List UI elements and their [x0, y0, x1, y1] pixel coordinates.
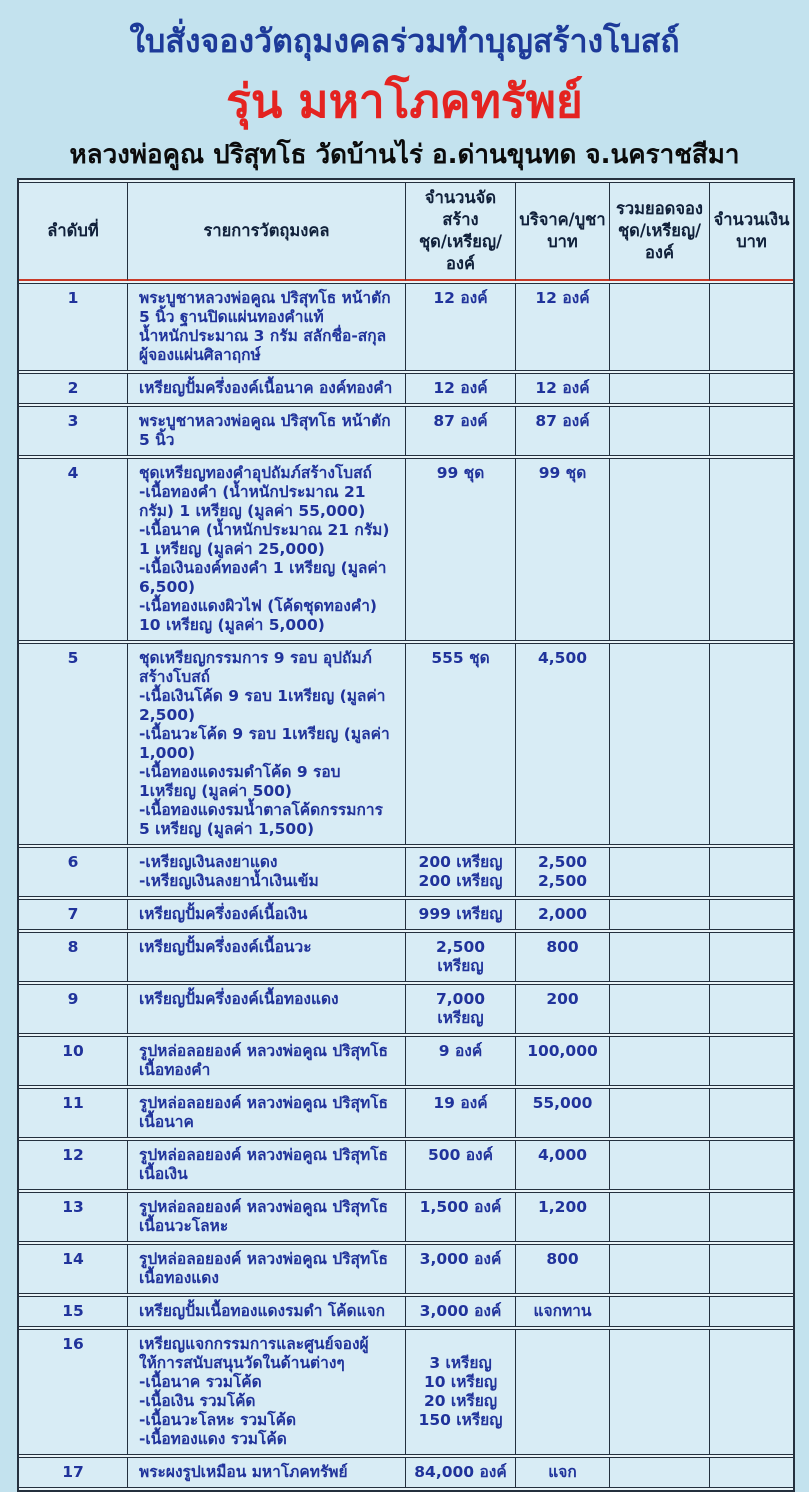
- order-table-head: [19, 182, 793, 281]
- cell-item: [128, 406, 406, 456]
- cell-price: [516, 1244, 610, 1294]
- temple-subtitle: หลวงพ่อคูณ ปริสุทโธ วัดบ้านไร่ อ.ด่านขุนทด จ.นคราชสีมา: [69, 140, 740, 170]
- cell-amount: [710, 1329, 793, 1455]
- cell-price: [516, 373, 610, 404]
- cell-line: 150 เหรียญ: [418, 1411, 503, 1429]
- cell-item: [128, 373, 406, 404]
- cell-price: [516, 1329, 610, 1455]
- cell-made: [406, 458, 516, 641]
- cell-line: -เนื้อทองแดง รวมโค้ด: [139, 1430, 287, 1448]
- cell-line: 3: [67, 412, 79, 430]
- cell-item: [128, 984, 406, 1034]
- series-title: รุ่น มหาโภคทรัพย์: [226, 74, 583, 128]
- cell-line: 15: [62, 1302, 84, 1320]
- cell-price: [516, 1140, 610, 1190]
- table-row: [19, 1192, 793, 1242]
- cell-line: -เนื้อเงินโค้ด 9 รอบ 1เหรียญ (มูลค่า 2,500): [139, 687, 386, 724]
- column-header-line: รายการวัตถุมงคล: [203, 221, 330, 240]
- column-header-line: ลำดับที่: [47, 221, 99, 240]
- column-header-reserved: [610, 182, 710, 281]
- cell-line: 84,000 องค์: [414, 1463, 507, 1481]
- cell-line: -เนื้อทองแดงรมน้ำตาลโค้ดกรรมการ 5 เหรียญ (มูลค่า 1,500): [139, 801, 383, 838]
- cell-line: เหรียญปั้มเนื้อทองแดงรมดำ โค้ดแจก: [139, 1302, 386, 1320]
- column-header-made: [406, 182, 516, 281]
- cell-amount: [710, 932, 793, 982]
- cell-made: [406, 899, 516, 930]
- cell-made: [406, 1140, 516, 1190]
- table-row: [19, 458, 793, 641]
- cell-line: 7,000 เหรียญ: [435, 990, 486, 1027]
- table-row: [19, 283, 793, 371]
- cell-line: -เนื้อนวะโลหะ รวมโค้ด: [139, 1411, 297, 1429]
- cell-price: [516, 643, 610, 845]
- cell-amount: [710, 373, 793, 404]
- cell-reserved: [610, 899, 710, 930]
- cell-reserved: [610, 1329, 710, 1455]
- table-row: [19, 406, 793, 456]
- cell-line: -เหรียญเงินลงยาแดง: [139, 853, 278, 871]
- cell-line: 999 เหรียญ: [418, 905, 503, 923]
- table-row: [19, 1296, 793, 1327]
- cell-line: 12 องค์: [433, 379, 488, 397]
- cell-reserved: [610, 373, 710, 404]
- cell-amount: [710, 984, 793, 1034]
- cell-line: 5: [67, 649, 79, 667]
- cell-line: รูปหล่อลอยองค์ หลวงพ่อคูณ ปริสุทโธ เนื้อนวะโลหะ: [139, 1198, 389, 1235]
- cell-price: [516, 899, 610, 930]
- cell-line: 7: [67, 905, 79, 923]
- cell-no: [19, 406, 128, 456]
- cell-made: [406, 1329, 516, 1455]
- order-table: [17, 178, 795, 1492]
- cell-line: -เหรียญเงินลงยาน้ำเงินเข้ม: [139, 872, 319, 890]
- cell-reserved: [610, 932, 710, 982]
- cell-no: [19, 899, 128, 930]
- cell-no: [19, 1296, 128, 1327]
- cell-line: 12 องค์: [535, 379, 590, 397]
- cell-line: 3 เหรียญ: [429, 1354, 492, 1372]
- cell-amount: [710, 1192, 793, 1242]
- cell-line: 500 องค์: [428, 1146, 493, 1164]
- cell-line: 1,500 องค์: [419, 1198, 502, 1216]
- cell-line: 12: [62, 1146, 84, 1164]
- column-header-line: บาท: [547, 232, 578, 251]
- cell-line: รูปหล่อลอยองค์ หลวงพ่อคูณ ปริสุทโธ เนื้อเงิน: [139, 1146, 389, 1183]
- cell-line: เหรียญแจกกรรมการและศูนย์จองผู้ให้การสนับสนุนวัดในด้านต่างๆ: [139, 1335, 369, 1372]
- cell-amount: [710, 406, 793, 456]
- document-header: [0, 0, 809, 172]
- column-header-line: จำนวนจัดสร้าง: [424, 188, 497, 229]
- table-row: [19, 1036, 793, 1086]
- column-header-price: [516, 182, 610, 281]
- cell-made: [406, 406, 516, 456]
- cell-line: 2: [67, 379, 79, 397]
- cell-line: 2,500: [537, 872, 588, 890]
- cell-line: 200 เหรียญ: [418, 853, 503, 871]
- cell-line: -เนื้อทองคำ (น้ำหนักประมาณ 21 กรัม) 1 เหรียญ (มูลค่า 55,000): [139, 483, 366, 520]
- cell-line: เหรียญปั้มครึ่งองค์เนื้อนาค องค์ทองคำ: [139, 379, 393, 397]
- column-header-line: ชุด/เหรียญ/องค์: [617, 221, 702, 262]
- cell-line: 17: [62, 1463, 84, 1481]
- cell-line: 87 องค์: [535, 412, 590, 430]
- cell-no: [19, 643, 128, 845]
- cell-amount: [710, 1457, 793, 1488]
- cell-price: [516, 984, 610, 1034]
- cell-reserved: [610, 283, 710, 371]
- cell-line: 9 องค์: [438, 1042, 483, 1060]
- cell-line: 14: [62, 1250, 84, 1268]
- cell-amount: [710, 458, 793, 641]
- cell-made: [406, 373, 516, 404]
- cell-line: 800: [546, 938, 579, 956]
- cell-line: 11: [62, 1094, 84, 1112]
- cell-reserved: [610, 1457, 710, 1488]
- table-row: [19, 1244, 793, 1294]
- cell-line: เหรียญปั้มครึ่งองค์เนื้อนวะ: [139, 938, 312, 956]
- cell-made: [406, 1457, 516, 1488]
- cell-item: [128, 1457, 406, 1488]
- cell-amount: [710, 1088, 793, 1138]
- cell-line: 99 ชุด: [538, 464, 587, 482]
- cell-no: [19, 373, 128, 404]
- cell-reserved: [610, 458, 710, 641]
- cell-reserved: [610, 847, 710, 897]
- cell-no: [19, 1329, 128, 1455]
- cell-no: [19, 932, 128, 982]
- table-row: [19, 847, 793, 897]
- cell-price: [516, 1192, 610, 1242]
- cell-made: [406, 984, 516, 1034]
- cell-line: พระบูชาหลวงพ่อคูณ ปริสุทโธ หน้าตัก 5 นิ้ว ฐานปิดแผ่นทองคำแท้: [139, 289, 391, 326]
- cell-price: [516, 1036, 610, 1086]
- cell-item: [128, 847, 406, 897]
- cell-line: 2,500 เหรียญ: [435, 938, 486, 975]
- cell-line: 8: [67, 938, 79, 956]
- cell-made: [406, 1088, 516, 1138]
- cell-line: 16: [62, 1335, 84, 1353]
- cell-line: 99 ชุด: [436, 464, 485, 482]
- cell-item: [128, 643, 406, 845]
- cell-amount: [710, 1296, 793, 1327]
- cell-amount: [710, 1244, 793, 1294]
- cell-line: -เนื้อนาค รวมโค้ด: [139, 1373, 262, 1391]
- cell-no: [19, 1140, 128, 1190]
- cell-line: 55,000: [532, 1094, 593, 1112]
- cell-line: 3,000 องค์: [419, 1302, 502, 1320]
- column-header-line: รวมยอดจอง: [616, 199, 703, 218]
- cell-line: 10 เหรียญ: [423, 1373, 498, 1391]
- cell-price: [516, 458, 610, 641]
- cell-line: 2,500: [537, 853, 588, 871]
- cell-reserved: [610, 643, 710, 845]
- cell-line: 100,000: [527, 1042, 598, 1060]
- cell-reserved: [610, 1244, 710, 1294]
- cell-reserved: [610, 1140, 710, 1190]
- cell-line: -เนื้อนวะโค้ด 9 รอบ 1เหรียญ (มูลค่า 1,000): [139, 725, 390, 762]
- cell-made: [406, 1192, 516, 1242]
- cell-line: 12 องค์: [433, 289, 488, 307]
- order-table-body: [19, 283, 793, 1488]
- cell-line: เหรียญปั้มครึ่งองค์เนื้อทองแดง: [139, 990, 339, 1008]
- cell-price: [516, 1088, 610, 1138]
- cell-item: [128, 1244, 406, 1294]
- column-header-no: [19, 182, 128, 281]
- cell-line: 200 เหรียญ: [418, 872, 503, 890]
- cell-line: รูปหล่อลอยองค์ หลวงพ่อคูณ ปริสุทโธ เนื้อทองแดง: [139, 1250, 389, 1287]
- cell-item: [128, 283, 406, 371]
- cell-price: [516, 847, 610, 897]
- cell-item: [128, 1140, 406, 1190]
- column-header-item: [128, 182, 406, 281]
- cell-price: [516, 1457, 610, 1488]
- table-row: [19, 643, 793, 845]
- cell-reserved: [610, 1036, 710, 1086]
- cell-amount: [710, 1140, 793, 1190]
- cell-line: 4: [67, 464, 79, 482]
- column-header-line: บาท: [736, 232, 767, 251]
- cell-line: 1: [67, 289, 79, 307]
- cell-line: 2,000: [537, 905, 588, 923]
- cell-item: [128, 1088, 406, 1138]
- column-header-line: จำนวนเงิน: [713, 210, 790, 229]
- cell-item: [128, 458, 406, 641]
- table-row: [19, 1088, 793, 1138]
- cell-amount: [710, 847, 793, 897]
- cell-no: [19, 847, 128, 897]
- cell-price: [516, 406, 610, 456]
- column-header-amount: [710, 182, 793, 281]
- cell-line: 10: [62, 1042, 84, 1060]
- cell-made: [406, 1036, 516, 1086]
- cell-line: [412, 1335, 509, 1354]
- cell-line: 800: [546, 1250, 579, 1268]
- cell-no: [19, 984, 128, 1034]
- table-row: [19, 1457, 793, 1488]
- cell-item: [128, 1296, 406, 1327]
- cell-line: 1,200: [537, 1198, 588, 1216]
- cell-line: 13: [62, 1198, 84, 1216]
- cell-line: 19 องค์: [433, 1094, 488, 1112]
- cell-line: -เนื้อนาค (น้ำหนักประมาณ 21 กรัม) 1 เหรียญ (มูลค่า 25,000): [139, 521, 390, 558]
- cell-amount: [710, 1036, 793, 1086]
- cell-item: [128, 1036, 406, 1086]
- cell-no: [19, 283, 128, 371]
- cell-line: 6: [67, 853, 79, 871]
- cell-line: รูปหล่อลอยองค์ หลวงพ่อคูณ ปริสุทโธ เนื้อนาค: [139, 1094, 389, 1131]
- cell-item: [128, 1329, 406, 1455]
- cell-line: เหรียญปั้มครึ่งองค์เนื้อเงิน: [139, 905, 308, 923]
- cell-no: [19, 1244, 128, 1294]
- cell-line: -เนื้อเงินองค์ทองคำ 1 เหรียญ (มูลค่า 6,500): [139, 559, 387, 596]
- cell-reserved: [610, 1296, 710, 1327]
- cell-line: 4,000: [537, 1146, 588, 1164]
- table-row: [19, 373, 793, 404]
- table-row: [19, 932, 793, 982]
- cell-line: แจก: [548, 1463, 577, 1481]
- cell-reserved: [610, 984, 710, 1034]
- cell-line: 4,500: [537, 649, 588, 667]
- cell-line: -เนื้อเงิน รวมโค้ด: [139, 1392, 256, 1410]
- cell-made: [406, 1296, 516, 1327]
- cell-price: [516, 932, 610, 982]
- cell-made: [406, 932, 516, 982]
- cell-line: พระผงรูปเหมือน มหาโภคทรัพย์: [139, 1463, 348, 1481]
- cell-made: [406, 283, 516, 371]
- table-row: [19, 984, 793, 1034]
- cell-made: [406, 1244, 516, 1294]
- cell-line: 9: [67, 990, 79, 1008]
- cell-made: [406, 643, 516, 845]
- cell-line: 555 ชุด: [431, 649, 490, 667]
- cell-line: -เนื้อทองแดงผิวไฟ (โค้ดชุดทองคำ) 10 เหรียญ (มูลค่า 5,000): [139, 597, 377, 634]
- cell-item: [128, 1192, 406, 1242]
- cell-line: พระบูชาหลวงพ่อคูณ ปริสุทโธ หน้าตัก 5 นิ้ว: [139, 412, 391, 449]
- cell-price: [516, 1296, 610, 1327]
- table-row: [19, 899, 793, 930]
- cell-line: รูปหล่อลอยองค์ หลวงพ่อคูณ ปริสุทโธ เนื้อทองคำ: [139, 1042, 389, 1079]
- column-header-line: บริจาค/บูชา: [519, 210, 606, 229]
- cell-item: [128, 899, 406, 930]
- table-row: [19, 1329, 793, 1455]
- cell-item: [128, 932, 406, 982]
- cell-reserved: [610, 1088, 710, 1138]
- cell-line: 200: [546, 990, 579, 1008]
- cell-no: [19, 1036, 128, 1086]
- cell-no: [19, 1192, 128, 1242]
- column-header-line: ชุด/เหรียญ/องค์: [418, 232, 503, 273]
- cell-line: 3,000 องค์: [419, 1250, 502, 1268]
- cell-line: น้ำหนักประมาณ 3 กรัม สลักชื่อ-สกุล ผู้จองแผ่นศิลาฤกษ์: [139, 327, 387, 364]
- cell-amount: [710, 283, 793, 371]
- cell-no: [19, 1088, 128, 1138]
- cell-line: 20 เหรียญ: [423, 1392, 498, 1410]
- cell-amount: [710, 643, 793, 845]
- cell-no: [19, 1457, 128, 1488]
- cell-line: 12 องค์: [535, 289, 590, 307]
- form-title: ใบสั่งจองวัตถุมงคลร่วมทำบุญสร้างโบสถ์: [129, 22, 680, 60]
- cell-line: 87 องค์: [433, 412, 488, 430]
- cell-line: ชุดเหรียญทองคำอุปถัมภ์สร้างโบสถ์: [139, 464, 372, 482]
- cell-made: [406, 847, 516, 897]
- cell-amount: [710, 899, 793, 930]
- header-row: [19, 182, 793, 281]
- cell-line: แจกทาน: [533, 1302, 592, 1320]
- cell-line: ชุดเหรียญกรรมการ 9 รอบ อุปถัมภ์สร้างโบสถ์: [139, 649, 372, 686]
- cell-price: [516, 283, 610, 371]
- cell-reserved: [610, 1192, 710, 1242]
- cell-line: -เนื้อทองแดงรมดำโค้ด 9 รอบ 1เหรียญ (มูลค่า 500): [139, 763, 341, 800]
- cell-reserved: [610, 406, 710, 456]
- table-row: [19, 1140, 793, 1190]
- cell-no: [19, 458, 128, 641]
